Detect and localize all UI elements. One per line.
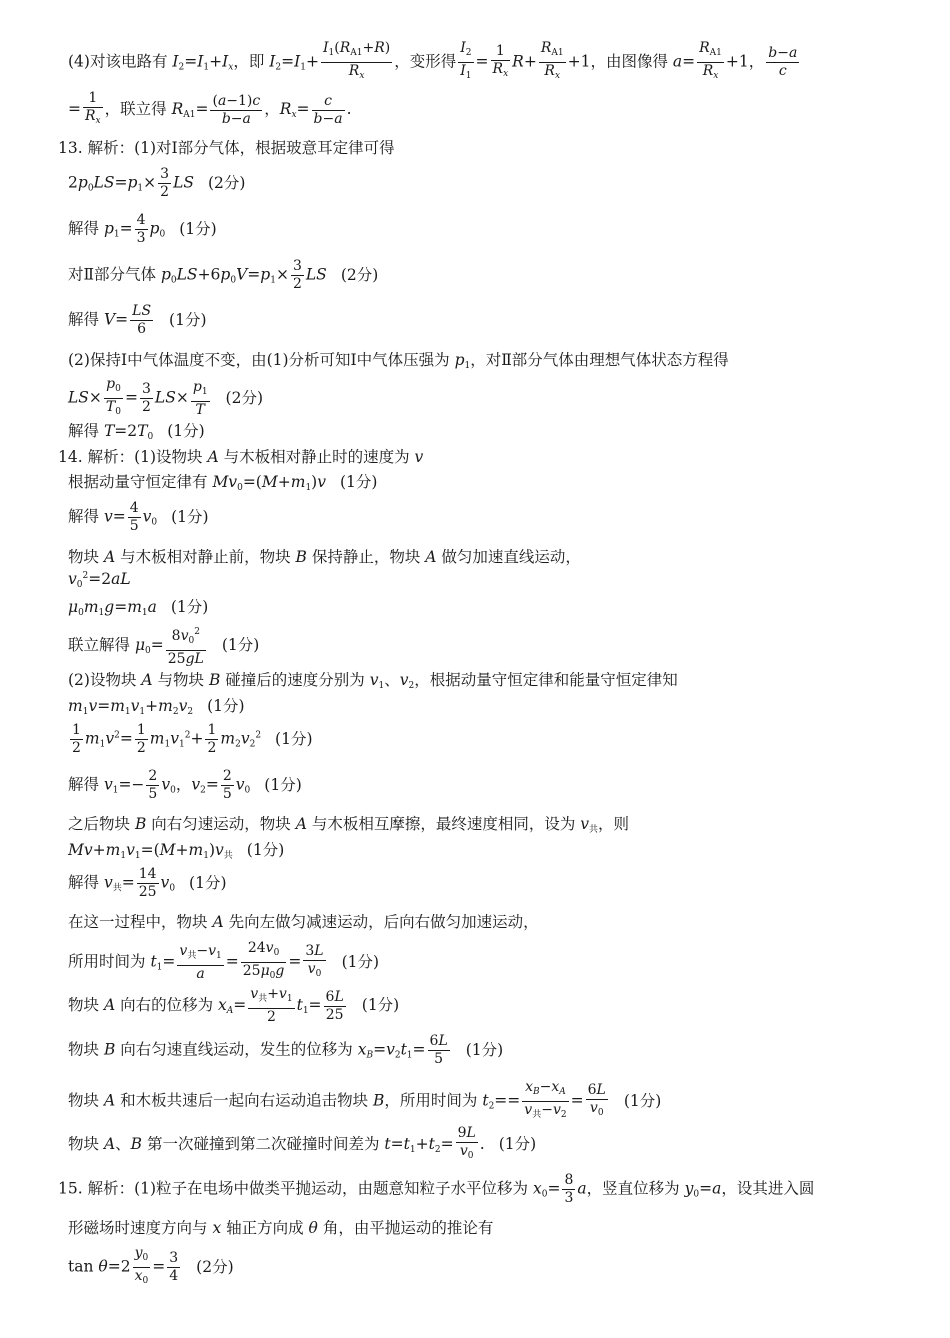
q14-eq-10: 所用时间为 $t_1=$ $\frac{v_共-v_1}{a}$ = $\frac{24v_0}{25\mu_0g}$ = $\frac{3L}{v_0}$ (1分) [68, 940, 380, 982]
q13-eq-5: LS× $\frac{p_0}{T_0}$ = $\frac{3}{2}$ LS× $\frac{p_1}{T}$ (2分) [68, 376, 264, 418]
q14-eq-9: 解得 $v_共=$ $\frac{14}{25}$ $v_0$ (1分) [68, 866, 227, 900]
eq-line-1: (4)对该电路有 $I_2=I_1+I_x$，即 $I_2=I_1+$ $\frac{I_1(R_{A1}+R)}{R_x}$ ，变形得 $\frac{I_2}{I_1}$ = $\frac{1}{R_x}$ R+ $\frac{R_{A1}}{R_x}$ +1，由图像得 a= $\frac{R_{A1}}{R_x}$ +1， $\frac{b-a}{c}$ [68, 40, 798, 81]
q13-eq-3: 对Ⅱ部分气体 $p_0LS+6p_0V=p_1\times$ $\frac{3}{2}$ LS (2分) [68, 258, 379, 292]
q14-eq-14: 物块 A、B 第一次碰撞到第二次碰撞时间差为 $t=t_1+t_2=$ $\frac{9L}{v_0}$ . (1分) [68, 1125, 537, 1161]
q14-eq-12: 物块 B 向右匀速直线运动，发生的位移为 $x_B=v_2t_1=$ $\frac{6L}{5}$ (1分) [68, 1033, 504, 1067]
q14-line-15: 在这一过程中，物块 A 先向左做匀减速运动，后向右做匀加速运动， [68, 913, 539, 931]
q14-line-2: 根据动量守恒定律有 $Mv_0=(M+m_1)v$ (1分) [68, 473, 378, 493]
q13-eq-4: 解得 V= $\frac{LS}{6}$ (1分) [68, 303, 207, 337]
q13-eq-6: 解得 $T=2T_0$ (1分) [68, 422, 205, 442]
q14-eq-3: $\mu_0m_1g=m_1a$ (1分) [68, 598, 209, 618]
q14-eq-8: $Mv+m_1v_1=(M+m_1)v_共$ (1分) [68, 841, 285, 861]
q14-line-4: 物块 A 与木板相对静止前，物块 B 保持静止，物块 A 做匀加速直线运动， [68, 548, 581, 566]
q13-eq-1: $2p_0LS=p_1\times$ $\frac{3}{2}$ LS (2分) [68, 166, 246, 200]
q14-part2: (2)设物块 A 与物块 B 碰撞后的速度分别为 $v_1$、$v_2$，根据动量守恒定律和能量守恒定律知 [68, 671, 678, 691]
q14-heading: 14. 解析：(1)设物块 A 与木板相对静止时的速度为 v [58, 448, 424, 466]
q15-heading: 15. 解析：(1)粒子在电场中做类平抛运动，由题意知粒子水平位移为 $x_0=$ $\frac{8}{3}$ a，竖直位移为 $y_0=a$，设其进入圆 [58, 1172, 815, 1206]
q15-eq-1: tan θ=2 $\frac{y_0}{x_0}$ = $\frac{3}{4}$ (2分) [68, 1245, 234, 1286]
q14-eq-6: $\frac{1}{2}$ $m_1v^2=$ $\frac{1}{2}$ $m_1v_1^2+$ $\frac{1}{2}$ $m_2v_2^2$ (1分) [72, 722, 313, 756]
q14-eq-5: $m_1v=m_1v_1+m_2v_2$ (1分) [68, 697, 245, 717]
q14-eq-4: 联立解得 $\mu_0=$ $\frac{8v_0^2}{25gL}$ (1分) [68, 624, 259, 668]
q14-eq-11: 物块 A 向右的位移为 $x_A=$ $\frac{v_共+v_1}{2}$ $t_1=$ $\frac{6L}{25}$ (1分) [68, 986, 400, 1025]
q13-eq-2: 解得 $p_1=$ $\frac{4}{3}$ $p_0$ (1分) [68, 212, 217, 246]
q13-heading: 13. 解析：(1)对Ⅰ部分气体，根据玻意耳定律可得 [58, 139, 395, 157]
q14-eq-2: $v_0^2=2aL$ [68, 570, 131, 590]
q14-eq-7: 解得 $v_1=-$ $\frac{2}{5}$ $v_0$，$v_2=$ $\frac{2}{5}$ $v_0$ (1分) [68, 768, 302, 802]
q14-eq-1: 解得 v= $\frac{4}{5}$ $v_0$ (1分) [68, 500, 209, 534]
q14-eq-13: 物块 A 和木板共速后一起向右运动追击物块 B，所用时间为 $t_2==$ $\frac{x_B-x_A}{v_共-v_2}$ = $\frac{6L}{v_0}$ (1分) [68, 1079, 662, 1120]
eq-line-2: = $\frac{1}{R_x}$ ，联立得 $R_{A1}=$ $\frac{(a-1)c}{b-a}$ ，$R_x=$ $\frac{c}{b-a}$ . [68, 90, 352, 127]
q13-part2: (2)保持Ⅰ中气体温度不变，由(1)分析可知Ⅰ中气体压强为 $p_1$，对Ⅱ部分气体由理想气体状态方程得 [68, 351, 729, 371]
q15-line-2: 形磁场时速度方向与 x 轴正方向成 θ 角，由平抛运动的推论有 [68, 1219, 494, 1237]
q14-line-12: 之后物块 B 向右匀速运动，物块 A 与木板相互摩擦，最终速度相同，设为 $v_共$，则 [68, 815, 630, 835]
